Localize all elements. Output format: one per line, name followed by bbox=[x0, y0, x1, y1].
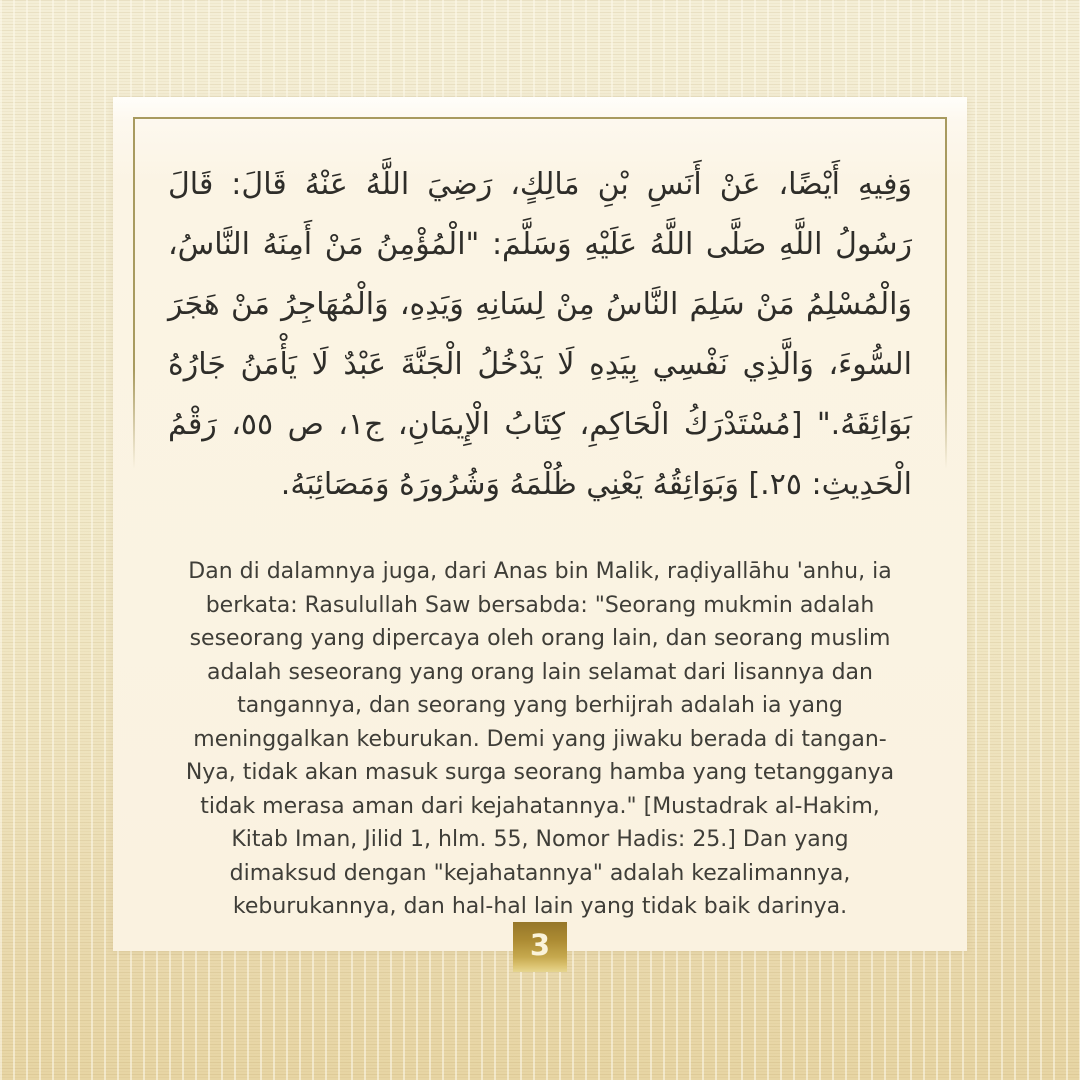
gold-frame-right bbox=[945, 117, 947, 469]
gold-frame-left bbox=[133, 117, 135, 469]
gold-frame-top bbox=[133, 117, 947, 119]
page-number-badge bbox=[513, 922, 567, 972]
page-number: 3 bbox=[529, 928, 551, 962]
hadith-card bbox=[113, 97, 967, 962]
hadith-arabic-text: وَفِيهِ أَيْضًا، عَنْ أَنَسِ بْنِ مَالِكٍ، رَضِيَ اللَّهُ عَنْهُ قَالَ: قَالَ رَسُولُ اللَّهِ صَلَّى اللَّهُ عَلَيْهِ وَسَلَّمَ: "الْمُؤْمِنُ مَنْ أَمِنَهُ النَّاسُ، وَالْمُسْلِمُ مَنْ سَلِمَ النَّاسُ مِنْ لِسَانِهِ وَيَدِهِ، وَالْمُهَاجِرُ مَنْ هَجَرَ السُّوءَ، وَالَّذِي نَفْسِي بِيَدِهِ لَا يَدْخُلُ الْجَنَّةَ عَبْدٌ لَا يَأْمَنُ جَارُهُ بَوَائِقَهُ." [مُسْتَدْرَكُ الْحَاكِمِ، كِتَابُ الْإِيمَانِ، ج١، ص ٥٥، رَقْمُ الْحَدِيثِ: ٢٥.] وَبَوَائِقُهُ يَعْنِي ظُلْمَهُ وَشُرُورَهُ وَمَصَائِبَهُ. bbox=[168, 167, 912, 502]
hadith-translation-text: Dan di dalamnya juga, dari Anas bin Malik, raḍiyallāhu 'anhu, ia berkata: Rasulullah Saw bersabda: "Seorang mukmin adalah seseorang yang dipercaya oleh orang lain, dan seorang muslim adalah seseorang yang orang lain selamat dari lisannya dan tangannya, dan seorang yang berhijrah adalah ia yang meninggalkan keburukan. Demi yang jiwaku berada di tangan-Nya, tidak akan masuk surga seorang hamba yang tetangganya tidak merasa aman dari kejahatannya." [Mustadrak al-Hakim, Kitab Iman, Jilid 1, hlm. 55, Nomor Hadis: 25.] Dan yang dimaksud dengan "kejahatannya" adalah kezalimannya, keburukannya, dan hal-hal lain yang tidak baik darinya. bbox=[185, 559, 895, 919]
